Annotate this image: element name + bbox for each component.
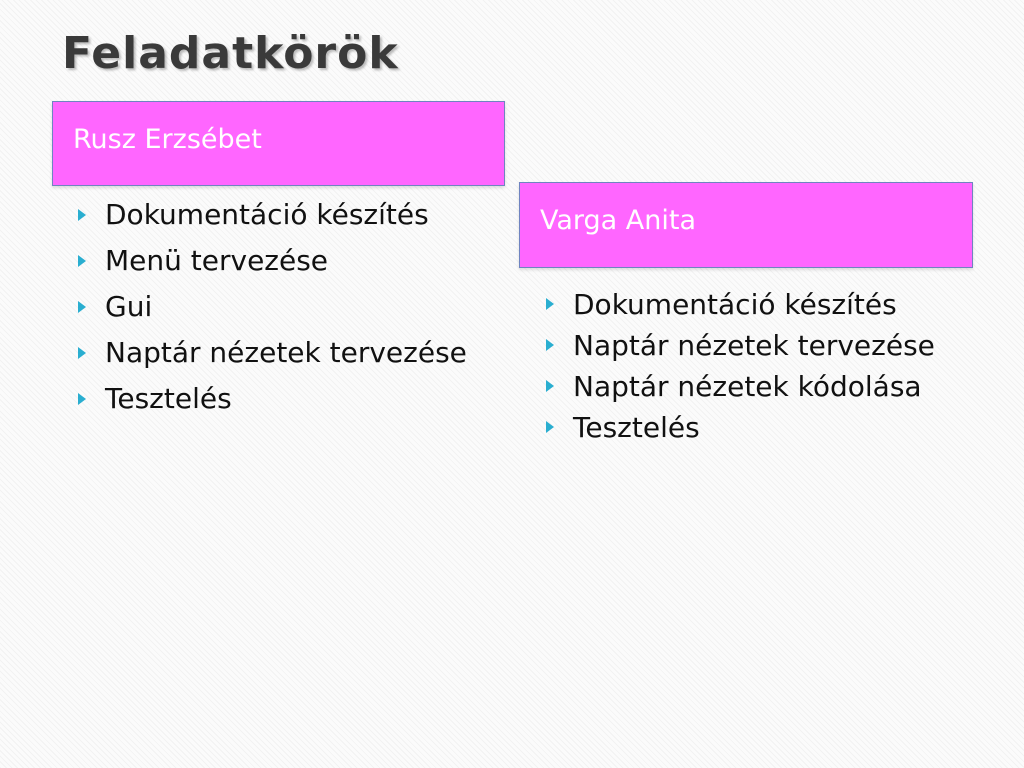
- person-name-label: Varga Anita: [540, 205, 697, 236]
- task-text: Tesztelés: [105, 382, 232, 415]
- bullet-triangle-icon: [546, 298, 554, 310]
- task-text: Naptár nézetek tervezése: [105, 336, 467, 369]
- person-name-label: Rusz Erzsébet: [73, 124, 262, 155]
- task-list-item: [542, 325, 972, 366]
- person-header-box-2: [519, 182, 973, 268]
- bullet-triangle-icon: [78, 347, 86, 359]
- task-list-item: [74, 334, 504, 372]
- task-list-item: [74, 196, 504, 234]
- task-list-item: [542, 407, 972, 448]
- bullet-triangle-icon: [546, 421, 554, 433]
- bullet-triangle-icon: [78, 209, 86, 221]
- task-list-item: [542, 284, 972, 325]
- task-list-1: [74, 196, 504, 426]
- task-list-item: [74, 242, 504, 280]
- task-list-2: [542, 284, 972, 448]
- task-text: Menü tervezése: [105, 244, 329, 277]
- task-text: Dokumentáció készítés: [105, 198, 429, 231]
- bullet-triangle-icon: [78, 255, 86, 267]
- bullet-triangle-icon: [78, 301, 86, 313]
- task-list-item: [74, 288, 504, 326]
- bullet-triangle-icon: [78, 393, 86, 405]
- task-text: Dokumentáció készítés: [573, 288, 897, 321]
- bullet-triangle-icon: [546, 339, 554, 351]
- bullet-triangle-icon: [546, 380, 554, 392]
- task-list-item: [74, 380, 504, 418]
- person-header-box-1: [52, 101, 505, 186]
- task-text: Gui: [105, 290, 153, 323]
- task-text: Tesztelés: [573, 411, 700, 444]
- task-text: Naptár nézetek kódolása: [573, 370, 922, 403]
- task-list-item: [542, 366, 972, 407]
- task-text: Naptár nézetek tervezése: [573, 329, 935, 362]
- slide-title: Feladatkörök: [62, 28, 399, 79]
